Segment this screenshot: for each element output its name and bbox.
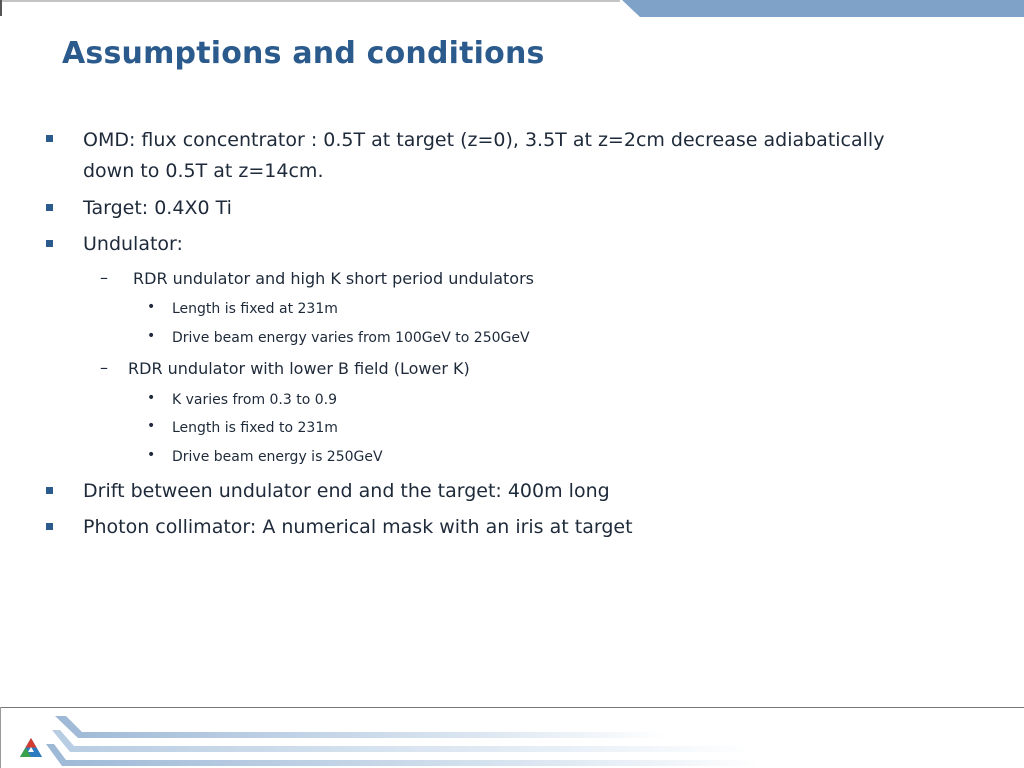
detail-drive-beam-250: Drive beam energy is 250GeV [172,449,383,465]
square-bullet-icon [46,204,53,211]
detail-length-231m: Length is fixed at 231m [172,301,338,317]
dot-bullet: • [147,390,156,406]
detail-drive-beam-range: Drive beam energy varies from 100GeV to 250GeV [172,330,530,346]
dot-bullet: • [147,418,156,434]
header-band [0,0,1024,18]
dot-bullet: • [147,447,156,463]
corner-mark [0,0,2,16]
square-bullet-icon [46,523,53,530]
bullet-undulator: Undulator: [83,233,183,255]
footer-stripes [0,708,1024,768]
logo-icon [18,736,44,760]
sub-bullet-rdr-high-k: RDR undulator and high K short period undulators [133,269,534,288]
bullet-drift: Drift between undulator end and the target: 400m long [83,480,610,502]
slide-title: Assumptions and conditions [62,36,545,71]
bullet-omd-line2: down to 0.5T at z=14cm. [83,160,324,182]
square-bullet-icon [46,487,53,494]
dot-bullet: • [147,328,156,344]
bullet-collimator: Photon collimator: A numerical mask with an iris at target [83,516,633,538]
sub-bullet-rdr-lower-k: RDR undulator with lower B field (Lower K) [128,359,470,378]
detail-k-range: K varies from 0.3 to 0.9 [172,392,338,408]
square-bullet-icon [46,135,53,142]
dash-bullet: – [100,268,108,287]
dot-bullet: • [147,299,156,315]
square-bullet-icon [46,240,53,247]
bullet-target: Target: 0.4X0 Ti [83,197,232,219]
bullet-omd-line1: OMD: flux concentrator : 0.5T at target (z=0), 3.5T at z=2cm decrease adiabatically [83,129,885,151]
dash-bullet: – [100,358,108,377]
detail-length-fixed: Length is fixed to 231m [172,420,338,436]
